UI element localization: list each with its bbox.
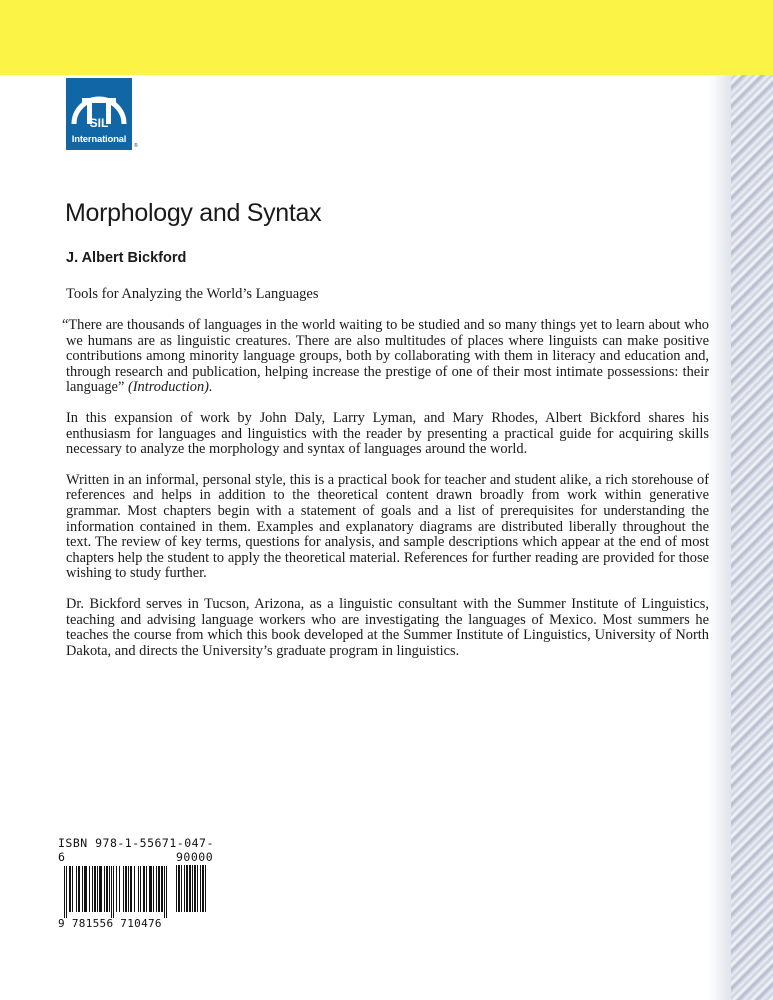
blurb-quote: “There are thousands of languages in the world waiting to be studied and so many things yet to learn about who we humans are as linguistic creatures. There are also multitudes of places where linguists can make positive contributions among minority language groups, both by collaborating with them in literacy and education and, through research and publication, helping increase the prestige of one of their most intimate possessions: their language”	[62, 317, 709, 396]
yellow-header-band	[0, 0, 773, 75]
ean-barcode-bars	[64, 866, 170, 918]
book-spine-edge	[731, 75, 773, 1000]
blurb-paragraph-4: Dr. Bickford serves in Tucson, Arizona, as a linguistic consultant with the Summer Institute of Linguistics, teaching and advising language workers who are investigating the languages of Mexico. Most summers he teaches the course from which this book developed at the Summer Institute of Linguistics, University of North Dakota, and directs the University’s graduate program in linguistics.	[66, 595, 709, 659]
sil-emblem-icon	[66, 78, 132, 136]
spine-shadow	[709, 75, 731, 1000]
logo-org-name: SIL	[89, 116, 109, 130]
sil-logo	[66, 78, 132, 150]
isbn-label: ISBN 978-1-55671-047-6	[58, 836, 214, 864]
addon-barcode-bars	[176, 865, 214, 918]
isbn-barcode	[58, 836, 218, 932]
book-author: J. Albert Bickford	[66, 250, 187, 266]
back-cover-blurb	[62, 317, 709, 674]
quote-source: (Introduction).	[127, 379, 213, 396]
logo-tagline: International	[71, 134, 127, 145]
blurb-paragraph-2: In this expansion of work by John Daly, Larry Lyman, and Mary Rhodes, Albert Bickford shares his enthusiasm for languages and linguistics with the reader by presenting a practical guide for acquiring skills necessary to analyze the morphology and syntax of languages around the world.	[66, 409, 709, 458]
book-subtitle: Tools for Analyzing the World’s Languages	[66, 286, 319, 302]
blurb-quote-paragraph	[62, 317, 709, 396]
ean-digits: 9 781556 710476	[58, 917, 162, 930]
trademark-symbol: ®	[134, 143, 138, 149]
book-title: Morphology and Syntax	[65, 199, 322, 227]
price-code: 90000	[176, 850, 214, 864]
blurb-paragraph-3: Written in an informal, personal style, this is a practical book for teacher and student alike, a rich storehouse of references and helps in addition to the theoretical content drawn broadly from work within generative grammar. Most chapters begin with a statement of goals and a list of prerequisites for understanding the information contained in them. Examples and explanatory diagrams are distributed liberally throughout the text. The review of key terms, questions for analysis, and sample descriptions which appear at the end of most chapters help the student to apply the theoretical material. References for further reading are provided for those wishing to study further.	[66, 471, 709, 582]
